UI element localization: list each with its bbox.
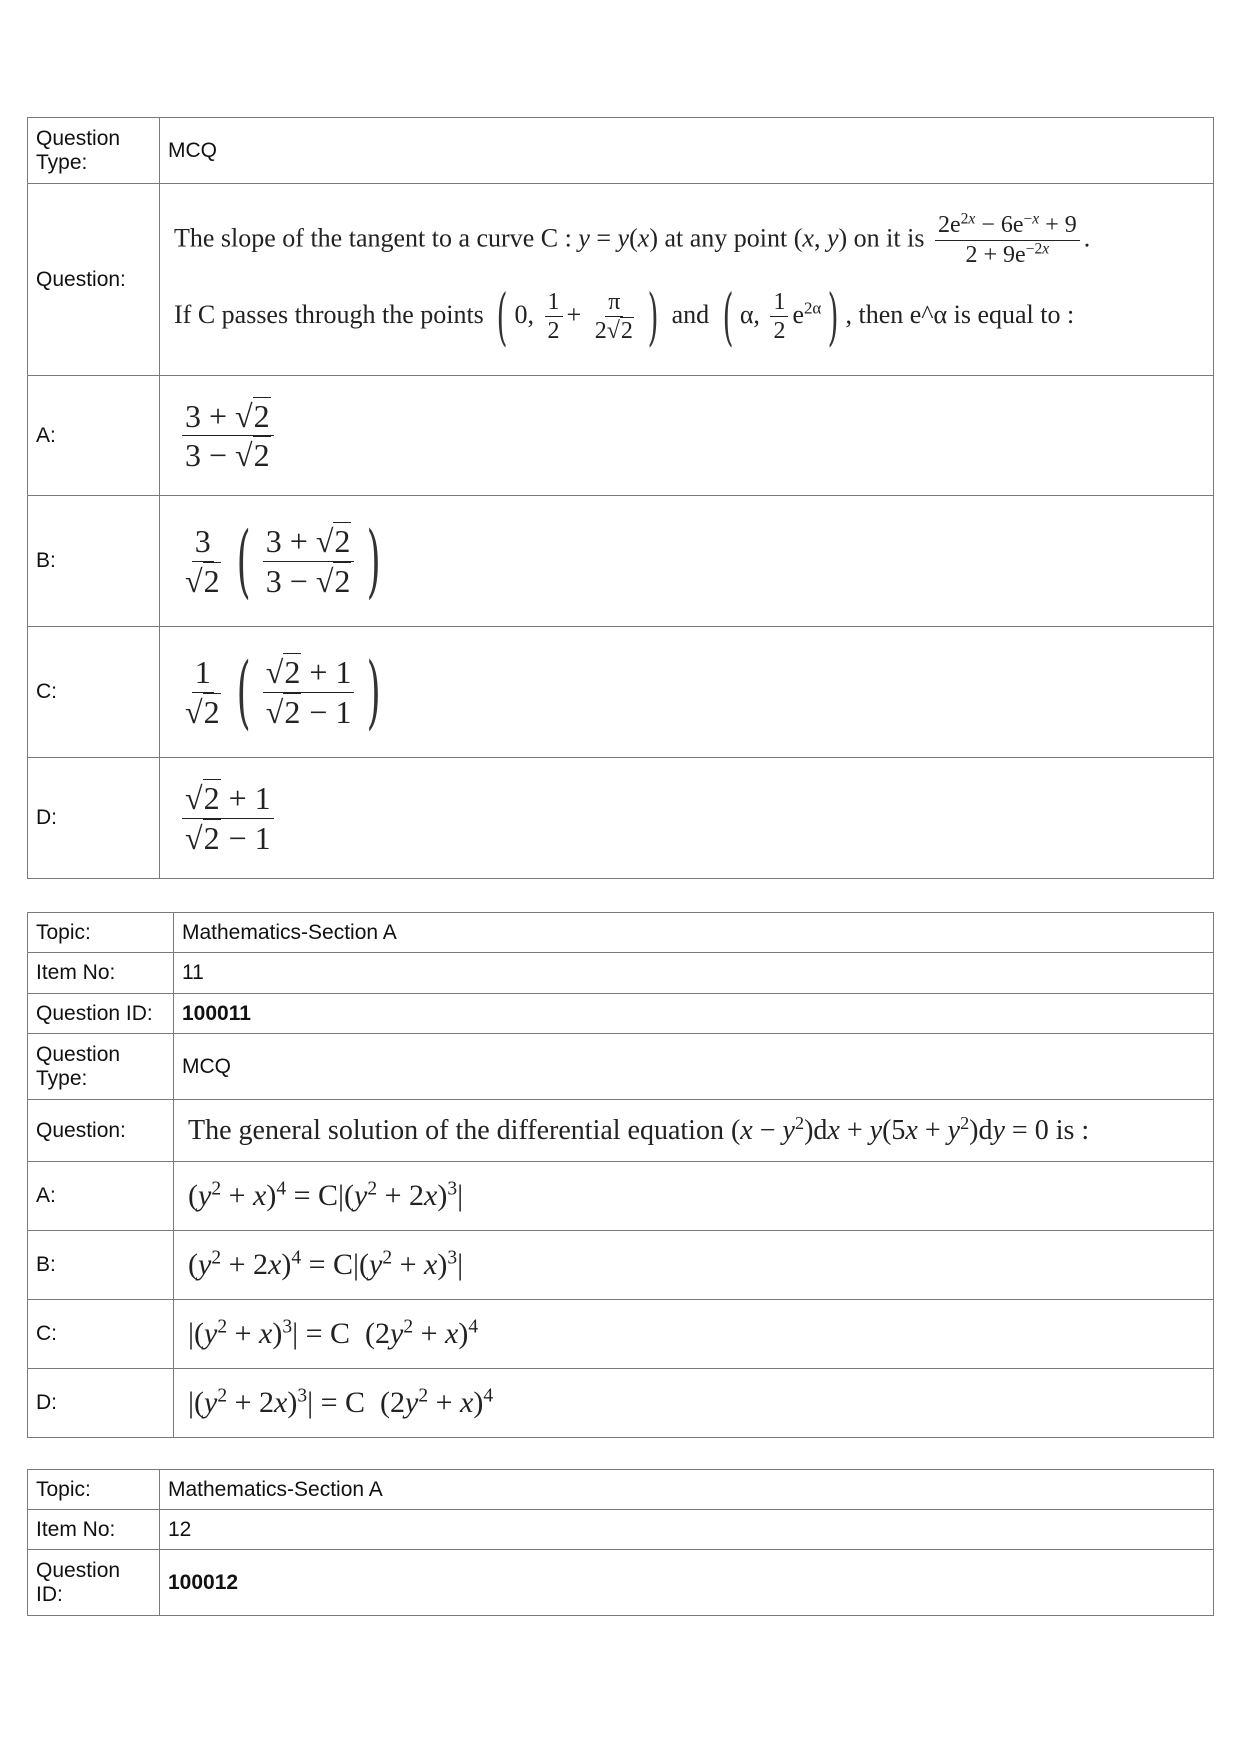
- half-fraction-2: $\frac{1}{2}$: [770, 288, 788, 347]
- question-type-label: Question Type:: [28, 1034, 174, 1100]
- question-type-row: [28, 118, 1214, 184]
- question-content: [160, 184, 1214, 376]
- question-id-label: Question ID:: [28, 994, 174, 1034]
- item-no-label: Item No:: [28, 953, 174, 994]
- option-d-expression[interactable]: $|(y^2 + 2x)^3| = C$ $(2y^2 + x)^4$: [174, 1369, 1214, 1438]
- option-a-label: A:: [28, 1162, 174, 1231]
- option-d-row[interactable]: [28, 758, 1214, 879]
- option-c-row[interactable]: [28, 627, 1214, 758]
- question-12-table: [27, 1469, 1214, 1616]
- item-no-label: Item No:: [28, 1510, 160, 1550]
- topic-value: Mathematics-Section A: [174, 913, 1214, 953]
- question-id-label: Question ID:: [28, 1550, 160, 1616]
- topic-label: Topic:: [28, 913, 174, 953]
- option-b-row[interactable]: [28, 496, 1214, 627]
- slope-numerator: $2e^{2x} - 6e^{-x} + 9$: [935, 211, 1080, 241]
- slope-fraction: [935, 211, 1080, 270]
- question-label: Question:: [28, 184, 160, 376]
- question-row: [28, 1100, 1214, 1162]
- item-no-row: [28, 953, 1214, 994]
- question-type-value: MCQ: [160, 118, 1214, 184]
- topic-label: Topic:: [28, 1470, 160, 1510]
- item-no-row: [28, 1510, 1214, 1550]
- question-label: Question:: [28, 1100, 174, 1162]
- option-d-expression[interactable]: $\frac{√2 + 1}{√2 - 1}$: [160, 758, 1214, 879]
- option-c-label: C:: [28, 1300, 174, 1369]
- topic-row: [28, 1470, 1214, 1510]
- topic-row: [28, 913, 1214, 953]
- option-c-row[interactable]: [28, 1300, 1214, 1369]
- question-line-2-prefix: If C passes through the points: [174, 299, 484, 329]
- question-row: [28, 184, 1214, 376]
- option-b-label: B:: [28, 1231, 174, 1300]
- question-id-value: 100011: [174, 994, 1214, 1034]
- question-id-row: [28, 994, 1214, 1034]
- question-id-value: 100012: [160, 1550, 1214, 1616]
- option-c-expression[interactable]: $\frac{1}{√2}$ ( $\frac{√2 + 1}{√2 - 1}$ ): [160, 627, 1214, 758]
- option-b-label: B:: [28, 496, 160, 627]
- option-d-label: D:: [28, 758, 160, 879]
- option-d-label: D:: [28, 1369, 174, 1438]
- option-d-row[interactable]: [28, 1369, 1214, 1438]
- item-no-value: 11: [174, 953, 1214, 994]
- question-type-row: [28, 1034, 1214, 1100]
- half-fraction: $\frac{1}{2}$: [545, 288, 563, 347]
- slope-denominator: $2 + 9e^{-2x}$: [965, 240, 1050, 268]
- option-b-expression[interactable]: $\frac{3}{√2}$ ( $\frac{3 + √2}{3 - √2}$ ): [160, 496, 1214, 627]
- option-a-row[interactable]: [28, 1162, 1214, 1231]
- question-content: The general solution of the differential equation $(x - y^2)dx + y(5x + y^2)dy = 0$ is :: [174, 1100, 1214, 1162]
- and-word: and: [671, 299, 710, 329]
- question-10-table: [27, 117, 1214, 879]
- option-a-label: A:: [28, 376, 160, 496]
- question-line-1: The slope of the tangent to a curve C : y = y(x) at any point (x, y) on it is $\frac{2e^{2x} - 6e^{-x} + 9}{2 + 9e^{-2x}}$ .: [174, 210, 1091, 268]
- topic-value: Mathematics-Section A: [160, 1470, 1214, 1510]
- question-id-row: [28, 1550, 1214, 1616]
- item-no-value: 12: [160, 1510, 1214, 1550]
- question-type-label: Question Type:: [28, 118, 160, 184]
- pi-fraction: $\frac{\pi}{2√2}$: [594, 288, 633, 345]
- question-line-2-suffix: , then e^α is equal to :: [845, 299, 1075, 329]
- option-a-expression[interactable]: $(y^2 + x)^4 = C|(y^2 + 2x)^3|$: [174, 1162, 1214, 1231]
- option-c-label: C:: [28, 627, 160, 758]
- option-b-expression[interactable]: $(y^2 + 2x)^4 = C|(y^2 + x)^3|$: [174, 1231, 1214, 1300]
- question-line-2: If C passes through the points ( 0, $\frac{1}{2}$ + $\frac{\pi}{2√2}$ ) and ( α, $\frac{1}{2}$ $e^{2\alpha}$ ) , then e^α is equal to :: [174, 279, 1075, 353]
- option-a-expression[interactable]: $\frac{3 + √2}{3 - √2}$: [160, 376, 1214, 496]
- option-c-expression[interactable]: $|(y^2 + x)^3| = C$ $(2y^2 + x)^4$: [174, 1300, 1214, 1369]
- question-11-table: [27, 912, 1214, 1438]
- question-type-value: MCQ: [174, 1034, 1214, 1100]
- option-a-row[interactable]: [28, 376, 1214, 496]
- option-b-row[interactable]: [28, 1231, 1214, 1300]
